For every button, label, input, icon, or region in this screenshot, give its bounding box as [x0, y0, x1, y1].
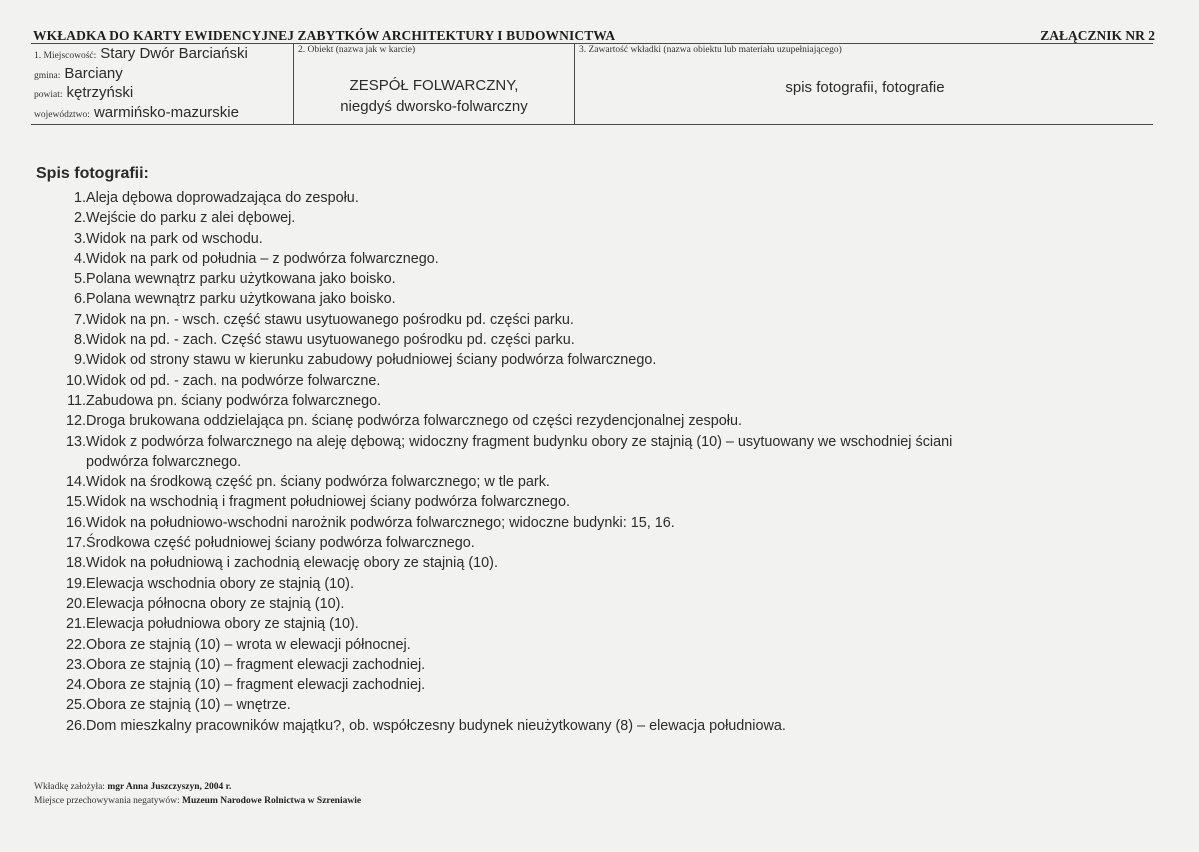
- list-item-number: 22.: [65, 636, 86, 653]
- list-item-text: Polana wewnątrz parku użytkowana jako boisko.: [86, 291, 396, 308]
- list-item: [52, 635, 1192, 655]
- location-voivodeship-row: [34, 104, 239, 122]
- list-item-text: Elewacja południowa obory ze stajnią (10).: [86, 616, 359, 633]
- list-item-text: Elewacja północna obory ze stajnią (10).: [86, 595, 345, 612]
- list-item-number: 15.: [65, 494, 86, 511]
- list-item: [52, 269, 1192, 289]
- list-item-text: Widok na południowo-wschodni narożnik podwórza folwarcznego; widoczne budynki: 15, 16.: [86, 514, 675, 531]
- town-value: Stary Dwór Barciański: [100, 45, 248, 62]
- list-item-text: Widok na pn. - wsch. część stawu usytuowanego pośrodku pd. części parku.: [86, 311, 574, 328]
- list-item-number: 13.: [65, 433, 86, 450]
- county-label: powiat:: [34, 90, 63, 100]
- list-item-text: Obora ze stajnią (10) – fragment elewacji zachodniej.: [86, 656, 426, 673]
- list-item-number: 14.: [65, 474, 86, 491]
- list-item-text: Droga brukowana oddzielająca pn. ścianę podwórza folwarcznego od części rezydencjonalnej zespołu.: [86, 413, 742, 430]
- list-item-text: Polana wewnątrz parku użytkowana jako boisko.: [86, 271, 396, 288]
- voivodeship-label: województwo:: [34, 110, 90, 120]
- list-item-text: Obora ze stajnią (10) – fragment elewacji zachodniej.: [86, 677, 426, 694]
- list-item-text: Wejście do parku z alei dębowej.: [86, 210, 296, 227]
- list-item-number: 17.: [65, 535, 86, 552]
- list-item-text: Obora ze stajnią (10) – wrota w elewacji północnej.: [86, 636, 411, 653]
- list-item: [52, 229, 1192, 249]
- list-item-number: 8.: [73, 332, 86, 349]
- location-town-row: [34, 45, 248, 63]
- list-item: [52, 513, 1192, 533]
- list-item-text: Środkowa część południowej ściany podwórza folwarcznego.: [86, 535, 475, 552]
- list-item-number: 3.: [73, 230, 86, 247]
- list-item-number: 2.: [73, 210, 86, 227]
- author-line: [34, 782, 231, 792]
- list-item: [52, 310, 1192, 330]
- list-item-continuation: podwórza folwarcznego.: [86, 453, 242, 470]
- list-item-number: 19.: [65, 575, 86, 592]
- list-item: [52, 574, 1192, 594]
- list-item: [52, 350, 1192, 370]
- storage-label: Miejsce przechowywania negatywów:: [34, 796, 180, 806]
- list-item-number: 26.: [65, 717, 86, 734]
- object-label: 2. Obiekt (nazwa jak w karcie): [298, 45, 416, 55]
- list-item: [52, 492, 1192, 512]
- list-item-number: 23.: [65, 656, 86, 673]
- header-top-rule: [31, 43, 1153, 44]
- list-item-text: Widok na środkową część pn. ściany podwórza folwarcznego; w tle park.: [86, 474, 550, 491]
- list-item: [52, 594, 1192, 614]
- list-item-number: 4.: [73, 250, 86, 267]
- photo-list: [52, 188, 1192, 736]
- list-item-text: Elewacja wschodnia obory ze stajnią (10).: [86, 575, 354, 592]
- list-item-number: 6.: [73, 291, 86, 308]
- list-item-number: 11.: [67, 392, 86, 409]
- county-value: kętrzyński: [66, 84, 134, 101]
- list-item: [52, 695, 1192, 715]
- list-item-number: 7.: [73, 311, 86, 328]
- list-item: [52, 614, 1192, 634]
- list-item: [52, 391, 1192, 411]
- list-item: [52, 249, 1192, 269]
- content-label: 3. Zawartość wkładki (nazwa obiektu lub materiału uzupełniającego): [579, 45, 842, 55]
- list-item-text: Widok z podwórza folwarcznego na aleję dębową; widoczny fragment budynku obory ze stajnią (10) – usytuowany we wschodniej ściani: [86, 433, 953, 450]
- list-item-text: Widok od strony stawu w kierunku zabudowy południowej ściany podwórza folwarcznego.: [86, 352, 657, 369]
- list-item: [52, 371, 1192, 391]
- list-item-number: 10.: [65, 372, 86, 389]
- annex-number: ZAŁĄCZNIK NR 2: [1040, 28, 1155, 43]
- commune-value: Barciany: [64, 65, 123, 82]
- voivodeship-value: warmińsko-mazurskie: [93, 104, 239, 121]
- list-item-number: 1.: [73, 190, 86, 206]
- object-name-line2: niegdyś dworsko-folwarczny: [340, 98, 528, 115]
- list-item: [52, 716, 1192, 736]
- list-item-number: 12.: [65, 413, 86, 430]
- list-item: [52, 411, 1192, 431]
- list-item-number: 16.: [65, 514, 86, 531]
- list-item-text: Widok na południową i zachodnią elewację obory ze stajnią (10).: [86, 555, 498, 572]
- town-label: 1. Miejscowość:: [34, 51, 97, 61]
- list-item: [52, 432, 1192, 452]
- list-item: [52, 188, 1192, 208]
- list-item-text: Aleja dębowa doprowadzająca do zespołu.: [86, 190, 359, 206]
- list-item-number: 20.: [65, 595, 86, 612]
- list-item-number: 21.: [65, 616, 86, 633]
- location-commune-row: [34, 65, 123, 83]
- list-item-text: Widok na park od wschodu.: [86, 230, 263, 247]
- list-item: [52, 655, 1192, 675]
- author-label: Wkładkę założyła:: [34, 782, 105, 792]
- list-item: [52, 675, 1192, 695]
- author-value: mgr Anna Juszczyszyn, 2004 r.: [107, 782, 232, 792]
- storage-value: Muzeum Narodowe Rolnictwa w Szreniawie: [182, 796, 362, 806]
- list-item: [52, 289, 1192, 309]
- list-item-text: Widok na wschodnią i fragment południowej ściany podwórza folwarcznego.: [86, 494, 570, 511]
- list-item-number: 25.: [65, 697, 86, 714]
- list-item-text: Obora ze stajnią (10) – wnętrze.: [86, 697, 291, 714]
- list-item: [52, 330, 1192, 350]
- photo-list-heading: Spis fotografii:: [36, 165, 149, 182]
- storage-line: [34, 796, 361, 806]
- list-item-text: Widok na pd. - zach. Część stawu usytuowanego pośrodku pd. części parku.: [86, 332, 575, 349]
- list-item: [52, 472, 1192, 492]
- list-item-number: 24.: [65, 677, 86, 694]
- list-item-text: Widok na park od południa – z podwórza folwarcznego.: [86, 250, 439, 267]
- list-item: [52, 208, 1192, 228]
- list-item: [52, 553, 1192, 573]
- location-county-row: [34, 84, 133, 102]
- list-item-text: Zabudowa pn. ściany podwórza folwarcznego.: [86, 392, 382, 409]
- list-item-number: 5.: [73, 271, 86, 288]
- list-item-text: Widok od pd. - zach. na podwórze folwarczne.: [86, 372, 381, 389]
- list-item-number: 9.: [73, 352, 86, 369]
- list-item-number: 18.: [65, 555, 86, 572]
- content-value: spis fotografii, fotografie: [785, 79, 945, 96]
- header-bottom-rule: [31, 124, 1153, 125]
- list-item: [52, 533, 1192, 553]
- commune-label: gmina:: [34, 71, 61, 81]
- object-name-line1: ZESPÓŁ FOLWARCZNY,: [349, 77, 519, 94]
- list-item-text: Dom mieszkalny pracowników majątku?, ob. współczesny budynek nieużytkowany (8) – elewacja południowa.: [86, 717, 786, 734]
- document-title: WKŁADKA DO KARTY EWIDENCYJNEJ ZABYTKÓW ARCHITEKTURY I BUDOWNICTWA: [33, 28, 616, 43]
